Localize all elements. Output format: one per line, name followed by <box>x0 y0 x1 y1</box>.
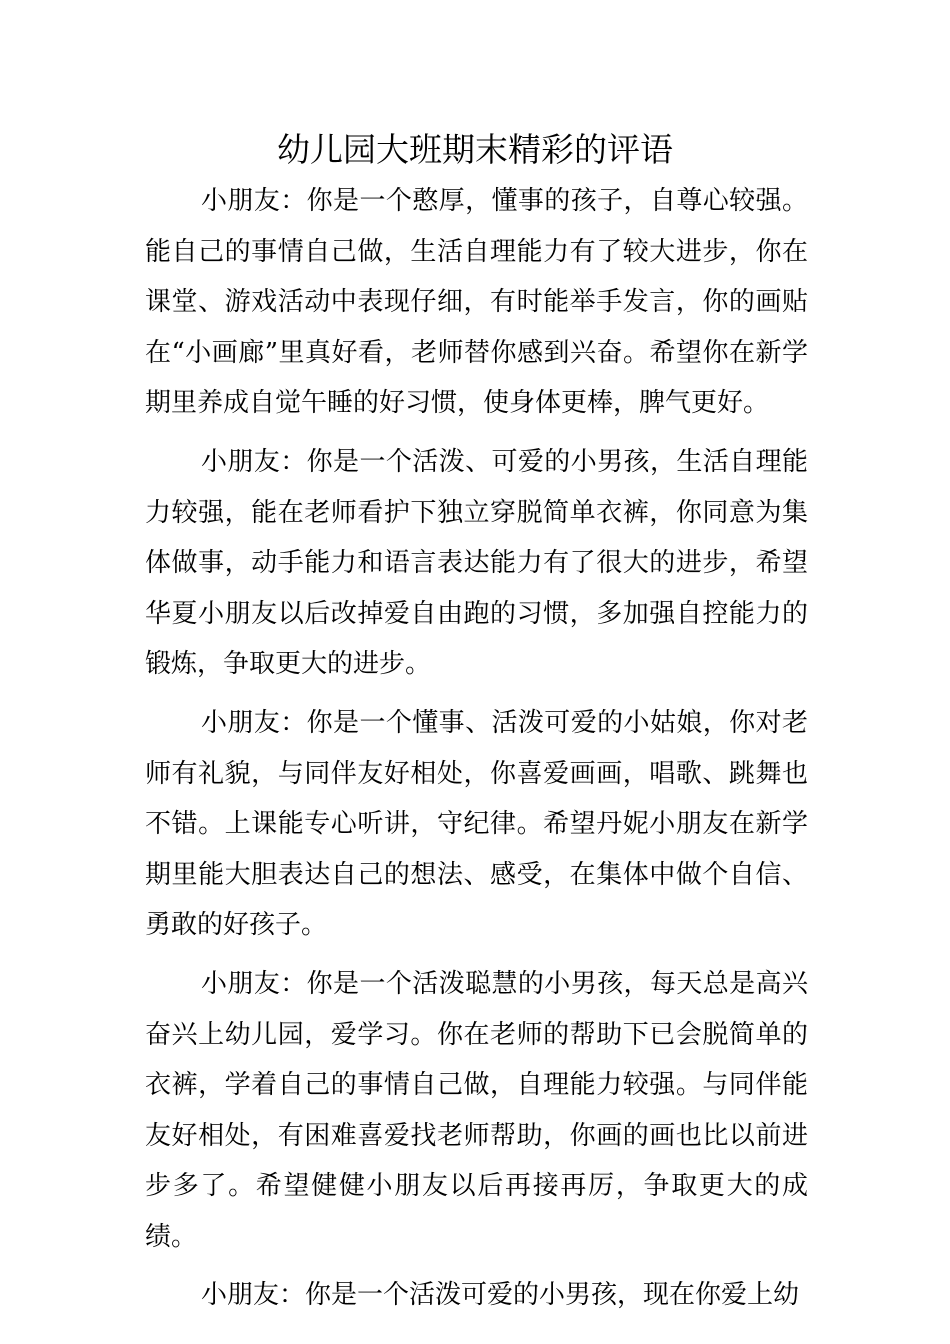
paragraph: 小朋友：你是一个活泼、可爱的小男孩，生活自理能力较强，能在老师看护下独立穿脱简单衣裤，你同意为集体做事，动手能力和语言表达能力有了很大的进步，希望华夏小朋友以后改掉爱自由跑的习惯，多加强自控能力的锻炼，争取更大的进步。 <box>145 446 808 680</box>
document-body <box>145 176 808 1329</box>
paragraph: 小朋友：你是一个懂事、活泼可爱的小姑娘，你对老师有礼貌，与同伴友好相处，你喜爱画画，唱歌、跳舞也不错。上课能专心听讲，守纪律。希望丹妮小朋友在新学期里能大胆表达自己的想法、感受，在集体中做个自信、勇敢的好孩子。 <box>145 707 808 941</box>
paragraph: 小朋友：你是一个活泼可爱的小男孩，现在你爱上幼 <box>201 1280 800 1311</box>
document-title: 幼儿园大班期末精彩的评语 <box>277 130 673 169</box>
paragraph: 小朋友：你是一个憨厚，懂事的孩子，自尊心较强。能自己的事情自己做，生活自理能力有了较大进步，你在课堂、游戏活动中表现仔细，有时能举手发言，你的画贴在“小画廊”里真好看，老师替你感到兴奋。希望你在新学期里养成自觉午睡的好习惯，使身体更棒，脾气更好。 <box>145 186 808 419</box>
paragraph: 小朋友：你是一个活泼聪慧的小男孩，每天总是高兴奋兴上幼儿园，爱学习。你在老师的帮助下已会脱简单的衣裤，学着自己的事情自己做，自理能力较强。与同伴能友好相处，有困难喜爱找老师帮助，你画的画也比以前进步多了。希望健健小朋友以后再接再厉，争取更大的成绩。 <box>145 968 808 1252</box>
